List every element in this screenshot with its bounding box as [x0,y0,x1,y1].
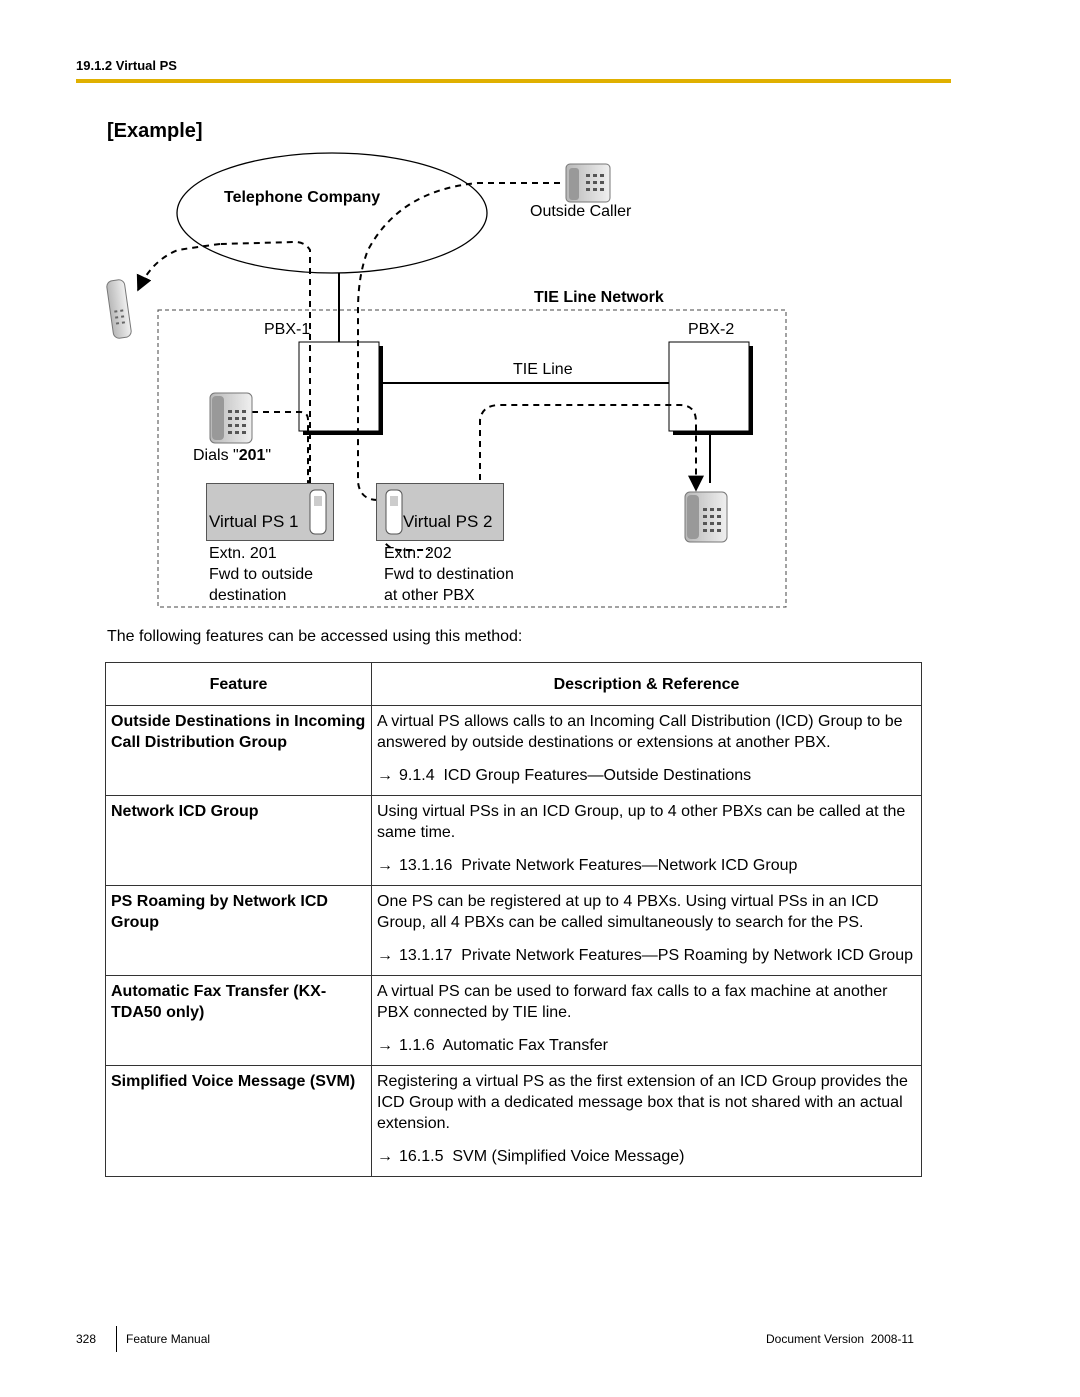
tie-route-path [480,405,696,490]
cross-reference: → 9.1.4 ICD Group Features—Outside Destinations [377,767,752,784]
pbx2-label: PBX-2 [688,321,735,338]
description-text: A virtual PS allows calls to an Incoming Call Distribution (ICD) Group to be answered by outside destinations or extensions at another PBX. [377,713,903,751]
virtual-ps1-box [206,483,334,541]
desk-phone-pbx2-icon [685,492,727,542]
outside-caller-path [358,183,560,500]
tie-network-label: TIE Line Network [534,289,664,306]
tie-line-label: TIE Line [513,361,573,378]
telephone-company-cloud [177,153,487,273]
table-row [106,1066,922,1177]
description-text: Using virtual PSs in an ICD Group, up to 4 other PBXs can be called at the same time. [377,803,906,841]
ref-number: 9.1.4 [399,767,435,784]
vps2-desc-line2: Fwd to destination [384,566,514,583]
desk-phone-pbx1-icon [210,393,252,443]
outside-caller-phone-icon [566,164,610,202]
description-text: A virtual PS can be used to forward fax calls to a fax machine at another PBX connected by TIE line. [377,983,888,1021]
arrow-right-icon: → [377,1037,393,1054]
feature-name: PS Roaming by Network ICD Group [106,886,372,976]
table-header-row [106,663,922,706]
table-row [106,886,922,976]
arrow-right-icon: → [377,1148,393,1165]
vps1-desc-line3: destination [209,587,287,604]
feature-name: Outside Destinations in Incoming Call Distribution Group [106,706,372,796]
page-number: 328 [76,1332,97,1346]
footer-divider [116,1326,117,1352]
table-row [106,976,922,1066]
feature-name: Automatic Fax Transfer (KX-TDA50 only) [106,976,372,1066]
example-title: [Example] [107,120,203,142]
cross-reference: → 1.1.6 Automatic Fax Transfer [377,1037,608,1054]
description-text: Registering a virtual PS as the first extension of an ICD Group provides the ICD Group with a dedicated message box that is not shared with an actual extension. [377,1073,908,1132]
feature-name: Network ICD Group [106,796,372,886]
telephone-company-label: Telephone Company [224,189,381,206]
arrow-right-icon: → [377,857,393,874]
feature-description [372,886,922,976]
vps2-desc-line3: at other PBX [384,587,475,604]
mobile-phone-icon [106,279,132,339]
vps1-forward-path [220,242,310,505]
feature-description [372,1066,922,1177]
arrow-right-icon: → [377,767,393,784]
feature-column-header: Feature [106,663,372,706]
vps2-desc-line1: Extn. 202 [384,545,452,562]
feature-description [372,796,922,886]
cross-reference: → 13.1.17 Private Network Features—PS Roaming by Network ICD Group [377,947,913,964]
feature-name: Simplified Voice Message (SVM) [106,1066,372,1177]
vps1-desc-line1: Extn. 201 [209,545,277,562]
pbx2-box [669,342,753,435]
document-version: Document Version 2008-11 [766,1332,914,1346]
virtual-ps2-label: Virtual PS 2 [403,512,493,531]
header-rule [76,79,951,83]
vps1-desc-line2: Fwd to outside [209,566,314,583]
table-row [106,796,922,886]
section-heading: 19.1.2 Virtual PS [76,58,177,73]
table-row [106,706,922,796]
manual-title: Feature Manual [126,1332,211,1346]
arrow-right-icon: → [377,947,393,964]
outside-caller-label: Outside Caller [530,203,632,220]
dials-label: Dials "201" [193,447,272,464]
virtual-ps1-handset-icon [305,486,331,536]
forward-to-mobile-path [138,244,220,290]
pbx1-label: PBX-1 [264,321,311,338]
network-diagram [100,150,800,620]
pbx1-box [299,342,383,435]
description-text: One PS can be registered at up to 4 PBXs. Using virtual PSs in an ICD Group, all 4 PBXs can be called simultaneously to search for the PS. [377,893,879,931]
feature-description [372,976,922,1066]
description-column-header: Description & Reference [372,663,922,706]
virtual-ps2-box [376,483,504,541]
cross-reference: → 13.1.16 Private Network Features—Network ICD Group [377,857,798,874]
feature-table [105,662,922,1177]
feature-description [372,706,922,796]
intro-text: The following features can be accessed using this method: [107,628,523,645]
cross-reference: → 16.1.5 SVM (Simplified Voice Message) [377,1148,685,1165]
virtual-ps1-label: Virtual PS 1 [209,512,299,531]
